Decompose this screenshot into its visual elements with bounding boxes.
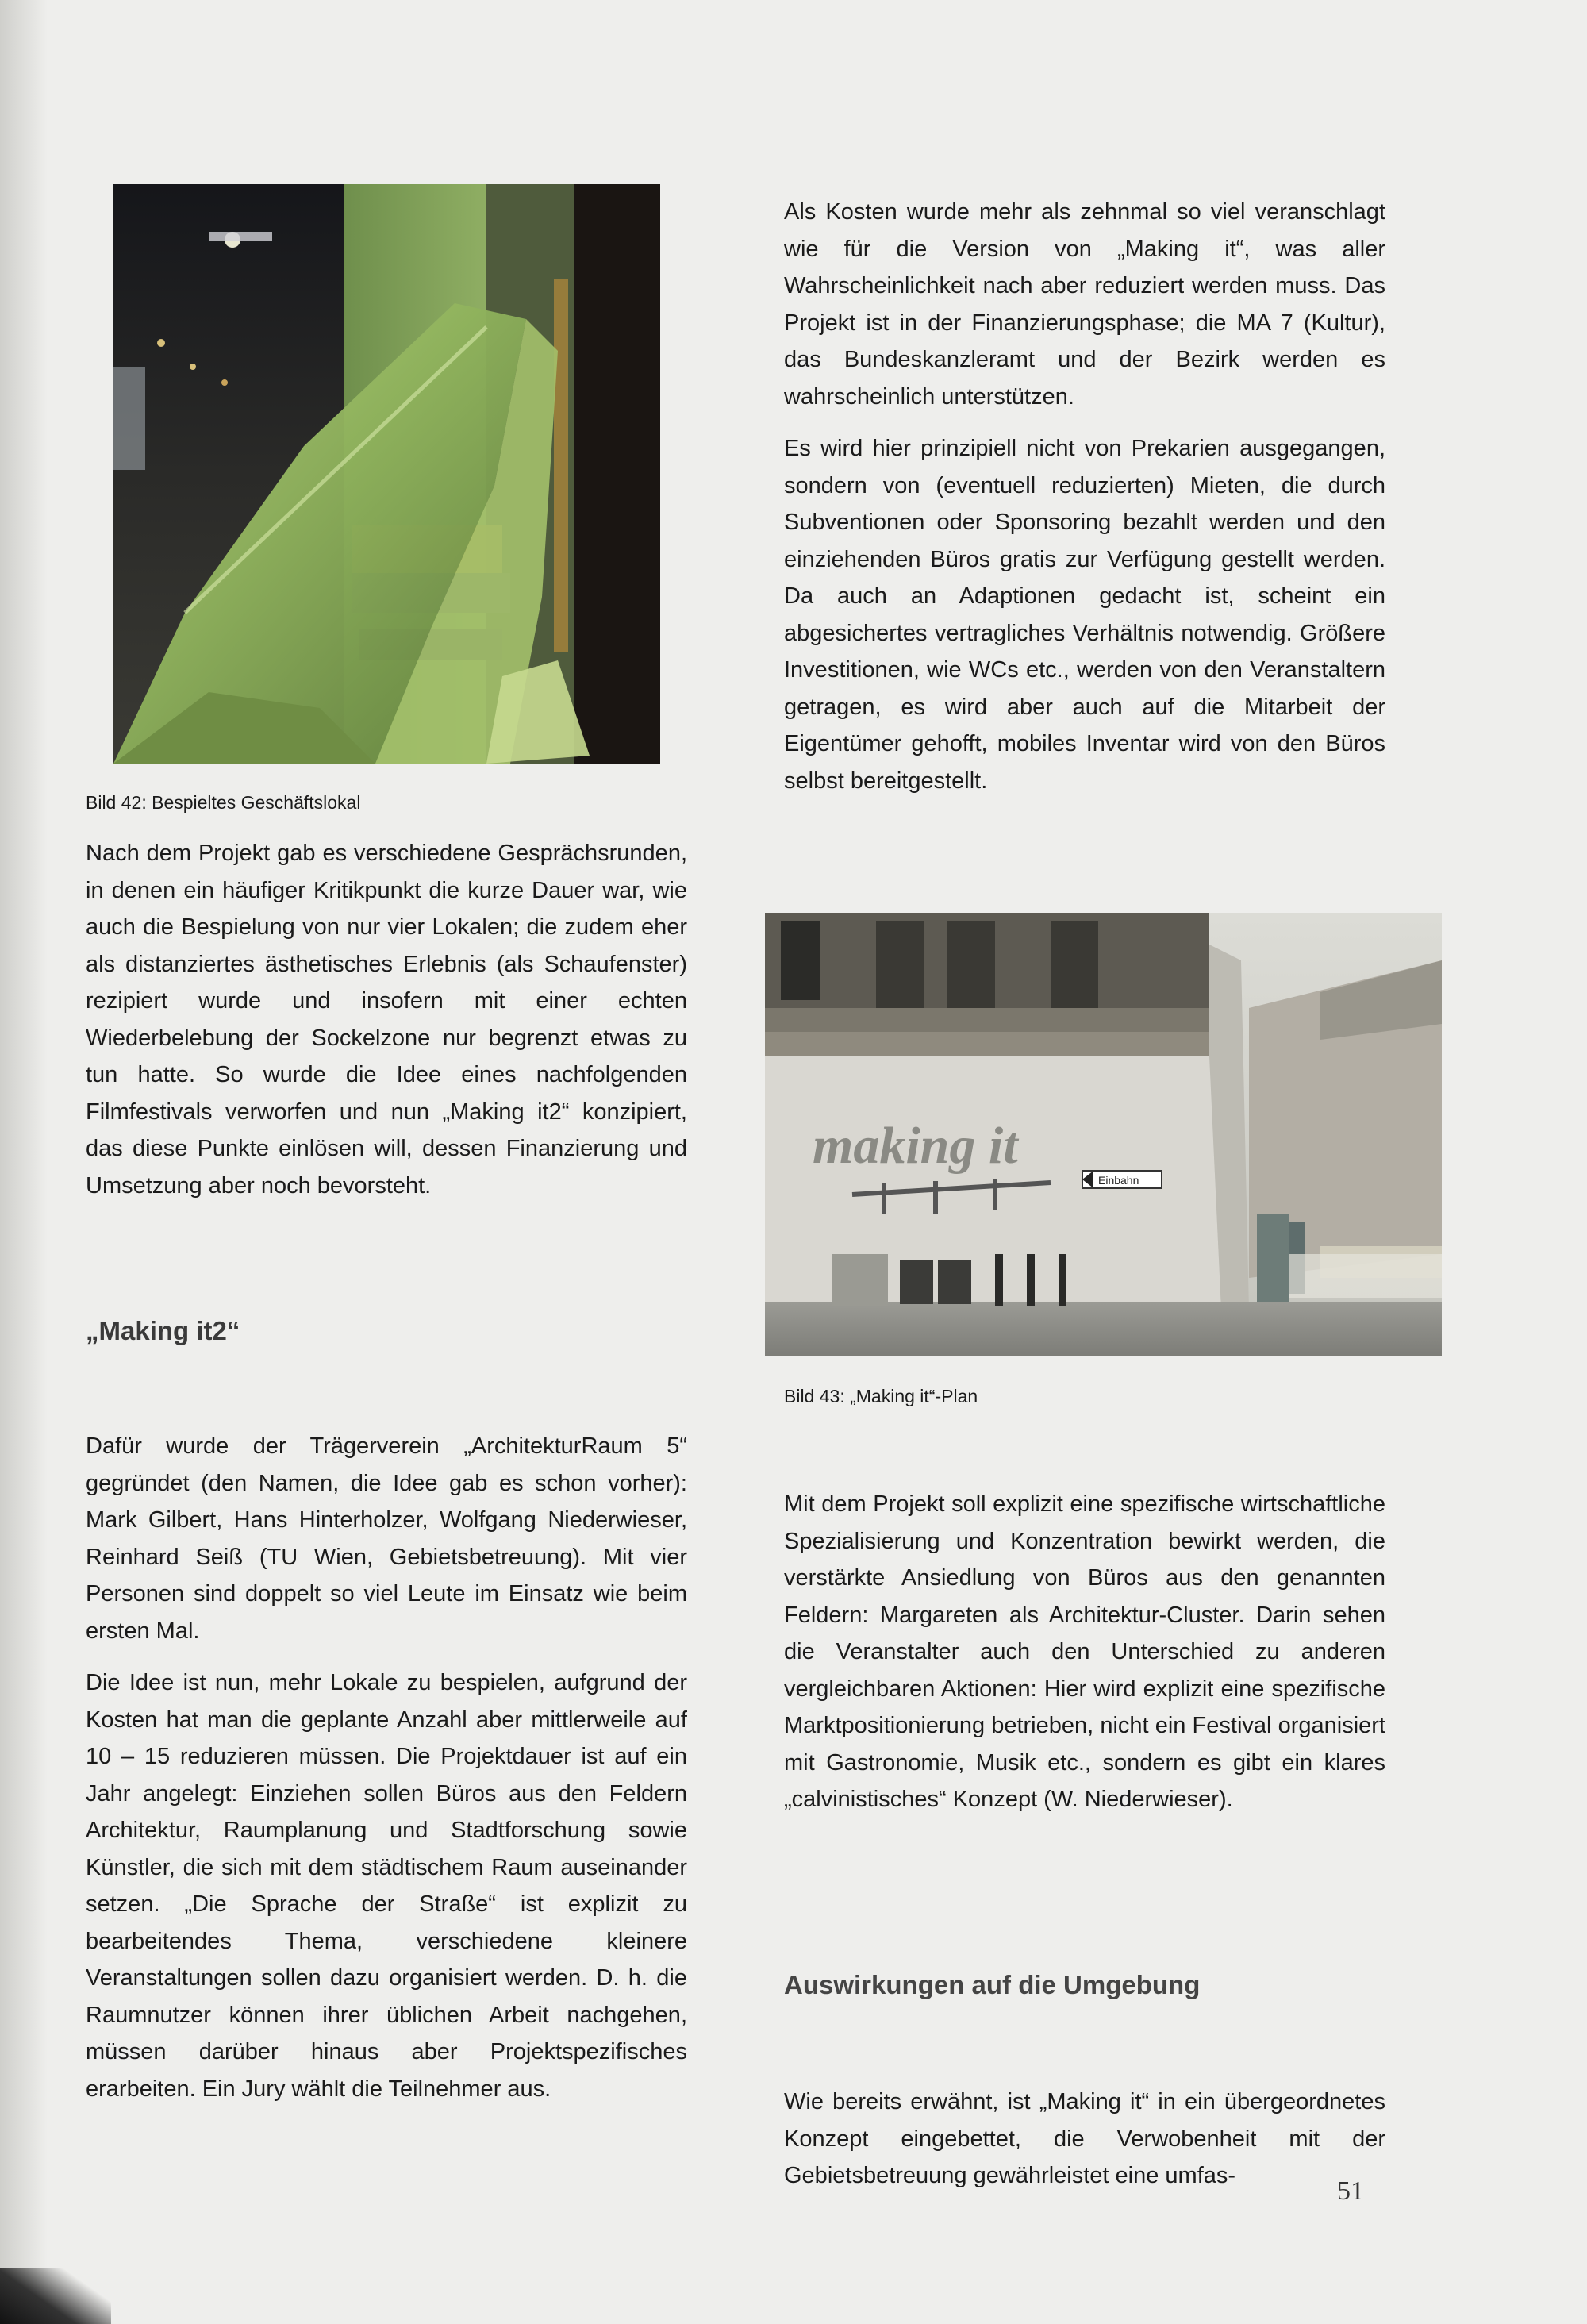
right-column-end [784, 2084, 1385, 2195]
page-corner-shadow [0, 2268, 111, 2324]
right-paragraph-2: Es wird hier prinzipiell nicht von Prekarien ausgegangen, sondern von (eventuell reduzierten) Mieten, die durch Subventionen oder Sponsoring bezahlt werden und den einziehenden Büros gratis zur Verfügung gestellt werden. Da auch an Adaptionen gedacht ist, scheint ein abgesichertes vertragliches Verhältnis notwendig. Größere Investitionen, wie WCs etc., werden von den Veranstaltern getragen, es wird aber auch auf die Mitarbeit der Eigentümer gehofft, mobiles Inventar wird von den Büros selbst bereitgestellt. [784, 436, 1385, 794]
left-column-top [86, 835, 687, 1204]
left-paragraph-2: Dafür wurde der Trägerverein „ArchitekturRaum 5“ gegründet (den Namen, die Idee gab es schon vorher): Mark Gilbert, Hans Hinterholzer, Wolfgang Niederwieser, Reinhard Seiß (TU Wien, Gebietsbetreuung). Mit vier Personen sind doppelt so viel Leute im Einsatz wie beim ersten Mal. [86, 1433, 687, 1644]
right-column-top [784, 194, 1385, 799]
right-paragraph-4: Wie bereits erwähnt, ist „Making it“ in ein übergeordnetes Konzept eingebettet, die Verwobenheit mit der Gebietsbetreuung gewährleistet eine umfas- [784, 2089, 1385, 2188]
page-edge-shadow [0, 0, 48, 2324]
right-paragraph-3: Mit dem Projekt soll explizit eine spezifische wirtschaftliche Spezialisierung und Konzentration bewirkt werden, die verstärkte Ansiedlung von Büros aus den genannten Feldern: Margareten als Architektur-Cluster. Darin sehen die Veranstalter auch den Unterschied zu anderen vergleichbaren Aktionen: Hier wird explizit eine spezifische Marktpositionierung betrieben, nicht ein Festival organisiert mit Gastronomie, Musik etc., sondern es gibt ein klares „calvinistisches“ Konzept (W. Niederwieser). [784, 1491, 1385, 1812]
page-number: 51 [1337, 2176, 1364, 2206]
left-paragraph-3: Die Idee ist nun, mehr Lokale zu bespielen, aufgrund der Kosten hat man die geplante Anzahl aber mittlerweile auf 10 – 15 reduzieren müssen. Die Projektdauer ist auf ein Jahr angelegt: Einziehen sollen Büros aus den Feldern Architektur, Raumplanung und Stadtforschung sowie Künstler, die sich mit dem städtischem Raum auseinander setzen. „Die Sprache der Straße“ ist explizit zu bearbeitendes Thema, verschiedene kleinere Veranstaltungen sollen dazu organisiert werden. D. h. die Raumnutzer können ihrer üblichen Arbeit nachgehen, müssen darüber hinaus aber Projektspezifisches erarbeiten. Ein Jury wählt die Teilnehmer aus. [86, 1670, 687, 2102]
figure-43-photo [765, 913, 1442, 1356]
heading-making-it2: „Making it2“ [86, 1316, 240, 1345]
figure-42-illustration [113, 184, 660, 764]
left-paragraph-1: Nach dem Projekt gab es verschiedene Gesprächsrunden, in denen ein häufiger Kritikpunkt die kurze Dauer war, wie auch die Bespielung von nur vier Lokalen; die zudem eher als distanziertes ästhetisches Erlebnis (als Schaufenster) rezipiert wurde und insofern mit einer echten Wiederbelebung der Sockelzone nur begrenzt etwas zu tun hatte. So wurde die Idee eines nachfolgenden Filmfestivals verworfen und nun „Making it2“ konzipiert, das diese Punkte einlösen will, dessen Finanzierung und Umsetzung aber noch bevorsteht. [86, 841, 687, 1199]
making-it-wall-text: making it [813, 1117, 1018, 1175]
figure-42-photo [113, 184, 660, 764]
figure-42-caption: Bild 42: Bespieltes Geschäftslokal [86, 792, 361, 813]
heading-auswirkungen: Auswirkungen auf die Umgebung [784, 1970, 1201, 1999]
right-paragraph-1: Als Kosten wurde mehr als zehnmal so viel veranschlagt wie für die Version von „Making it“, was aller Wahrscheinlichkeit nach aber reduziert werden muss. Das Projekt ist in der Finanzierungsphase; die MA 7 (Kultur), das Bundeskanzleramt und der Bezirk werden es wahrscheinlich unterstützen. [784, 199, 1385, 410]
figure-43-illustration [765, 913, 1442, 1356]
left-column-bottom [86, 1428, 687, 2107]
one-way-sign-text: Einbahn [1098, 1174, 1139, 1187]
figure-43-caption: Bild 43: „Making it“-Plan [784, 1386, 978, 1406]
right-column-bottom [784, 1486, 1385, 1818]
